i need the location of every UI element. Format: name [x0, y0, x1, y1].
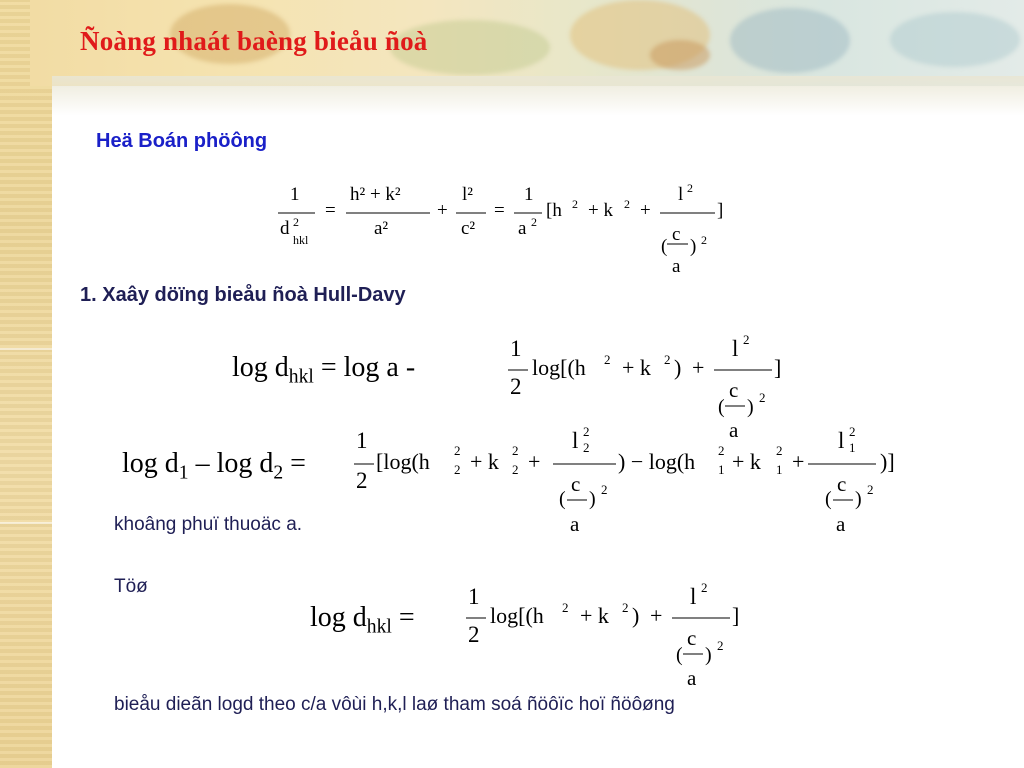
log-h2-bracket: [log(h — [376, 449, 430, 474]
strip-seam — [0, 522, 52, 524]
equation-interplanar-spacing — [270, 180, 740, 280]
paren-close: ) — [855, 488, 862, 510]
banner-leaf — [730, 8, 850, 73]
paren-open: ( — [718, 396, 725, 418]
denominator-a2: a² — [374, 218, 389, 239]
exponent: 2 — [583, 424, 590, 439]
exponent: 2 — [572, 197, 578, 211]
exponent: 2 — [759, 390, 766, 405]
plus-k2: + k — [470, 449, 499, 474]
bracket-close: ] — [732, 603, 740, 628]
ratio-a: a — [729, 418, 739, 442]
exponent: 2 — [531, 215, 537, 229]
plus-k: + k — [588, 200, 613, 221]
left-decor-strip — [0, 0, 52, 768]
exponent: 2 — [743, 332, 750, 347]
paren-close: ) — [705, 644, 712, 666]
exponent: 2 — [293, 215, 299, 229]
equation-log-dhkl-final — [308, 580, 758, 690]
half-numerator: 1 — [468, 584, 480, 609]
plus-k: + k — [622, 355, 651, 380]
lhs-log-d: $\log d_{hkl} = \log a$ - — [232, 352, 416, 388]
paren-close: ) — [690, 236, 697, 257]
banner-leaf — [890, 12, 1020, 67]
exponent: 2 — [687, 181, 693, 195]
numerator-l2: l² — [462, 184, 473, 205]
bracket-close: ] — [717, 200, 724, 221]
plus-k: + k — [580, 603, 609, 628]
exponent: 2 — [512, 443, 519, 458]
exponent: 2 — [849, 424, 856, 439]
log-bracket: log[(h — [532, 355, 586, 380]
subscript: 1 — [849, 440, 856, 455]
numerator-l: l — [732, 336, 739, 361]
banner-fade — [52, 76, 1024, 116]
numerator-l1: l — [838, 428, 845, 453]
paren-close: ) — [747, 396, 754, 418]
exponent: 2 — [601, 482, 608, 497]
subscript: 1 — [718, 462, 725, 477]
numerator-l2: l — [572, 428, 579, 453]
equals-sign: = — [325, 200, 336, 221]
ratio-c: c — [837, 472, 847, 496]
exponent: 2 — [867, 482, 874, 497]
paren-open: ( — [559, 488, 566, 510]
plus-sign: + — [792, 449, 805, 474]
ratio-a: a — [672, 256, 681, 277]
subscript: 2 — [454, 462, 461, 477]
exponent: 2 — [604, 352, 611, 367]
exponent: 2 — [664, 352, 671, 367]
exponent: 2 — [454, 443, 461, 458]
ratio-a: a — [836, 512, 846, 536]
numerator-one: 1 — [290, 184, 300, 205]
half-numerator: 1 — [510, 336, 522, 361]
bracket-close: )] — [880, 449, 895, 474]
numerator-l: l — [690, 584, 697, 609]
numerator-one: 1 — [524, 184, 534, 205]
plus-sign: + — [437, 200, 448, 221]
plus-k1: + k — [732, 449, 761, 474]
plus-sign: + — [528, 449, 541, 474]
exponent: 2 — [622, 600, 629, 615]
half-denominator: 2 — [356, 468, 368, 493]
exponent: 2 — [562, 600, 569, 615]
numerator-l: l — [678, 184, 684, 205]
plus-sign: + — [650, 603, 663, 628]
section-heading: Heä Boán phöông — [96, 130, 268, 152]
exponent: 2 — [701, 233, 707, 247]
denominator-c2: c² — [461, 218, 476, 239]
equals-sign: = — [494, 200, 505, 221]
bracket-h: [h — [546, 200, 562, 221]
half-numerator: 1 — [356, 428, 368, 453]
bracket-close: ] — [774, 355, 782, 380]
lattice-note: khoâng phuï thuoäc a. — [114, 514, 303, 535]
subscript: 1 — [776, 462, 783, 477]
paren-close: ) — [589, 488, 596, 510]
paren-open: ( — [661, 236, 668, 257]
ratio-c: c — [672, 224, 681, 245]
numerator-h2k2: h² + k² — [350, 184, 401, 205]
denominator-d: d — [280, 218, 290, 239]
paren-close: ) — [632, 603, 640, 628]
exponent: 2 — [776, 443, 783, 458]
fraction-lines — [270, 180, 740, 280]
ratio-a: a — [570, 512, 580, 536]
paren-open: ( — [676, 644, 683, 666]
ratio-c: c — [729, 378, 739, 402]
ratio-a: a — [687, 666, 697, 690]
log-bracket: log[(h — [490, 603, 544, 628]
subscript-hkl: hkl — [293, 233, 309, 247]
exponent: 2 — [718, 443, 725, 458]
plus-sign: + — [640, 200, 651, 221]
lhs-log-d: $\log d_{hkl}$ = — [310, 602, 415, 638]
subscript: 2 — [583, 440, 590, 455]
exponent: 2 — [701, 580, 708, 595]
subscript: 2 — [512, 462, 519, 477]
slide-title: Ñoàng nhaát baèng bieåu ñoà — [80, 26, 428, 56]
lhs-difference: $\log d_1$ – $\log d_2$ = — [122, 448, 306, 484]
half-denominator: 2 — [468, 622, 480, 647]
from-label: Töø — [114, 576, 148, 597]
paren-close: ) — [674, 355, 682, 380]
denominator-a: a — [518, 218, 527, 239]
minus-log-h1: ) − log(h — [618, 449, 696, 474]
half-denominator: 2 — [510, 374, 522, 399]
plus-sign: + — [692, 355, 705, 380]
exponent: 2 — [624, 197, 630, 211]
ratio-c: c — [687, 626, 697, 650]
banner-leaf — [650, 40, 710, 70]
section-title-hull-davy: 1. Xaây döïng bieåu ñoà Hull-Davy — [80, 284, 406, 306]
conclusion-text: bieåu dieãn logd theo c/a vôùi h,k,l laø tham soá ñöôïc hoï ñöôøng — [114, 694, 675, 715]
ratio-c: c — [571, 472, 581, 496]
paren-open: ( — [825, 488, 832, 510]
strip-seam — [0, 348, 52, 350]
exponent: 2 — [717, 638, 724, 653]
